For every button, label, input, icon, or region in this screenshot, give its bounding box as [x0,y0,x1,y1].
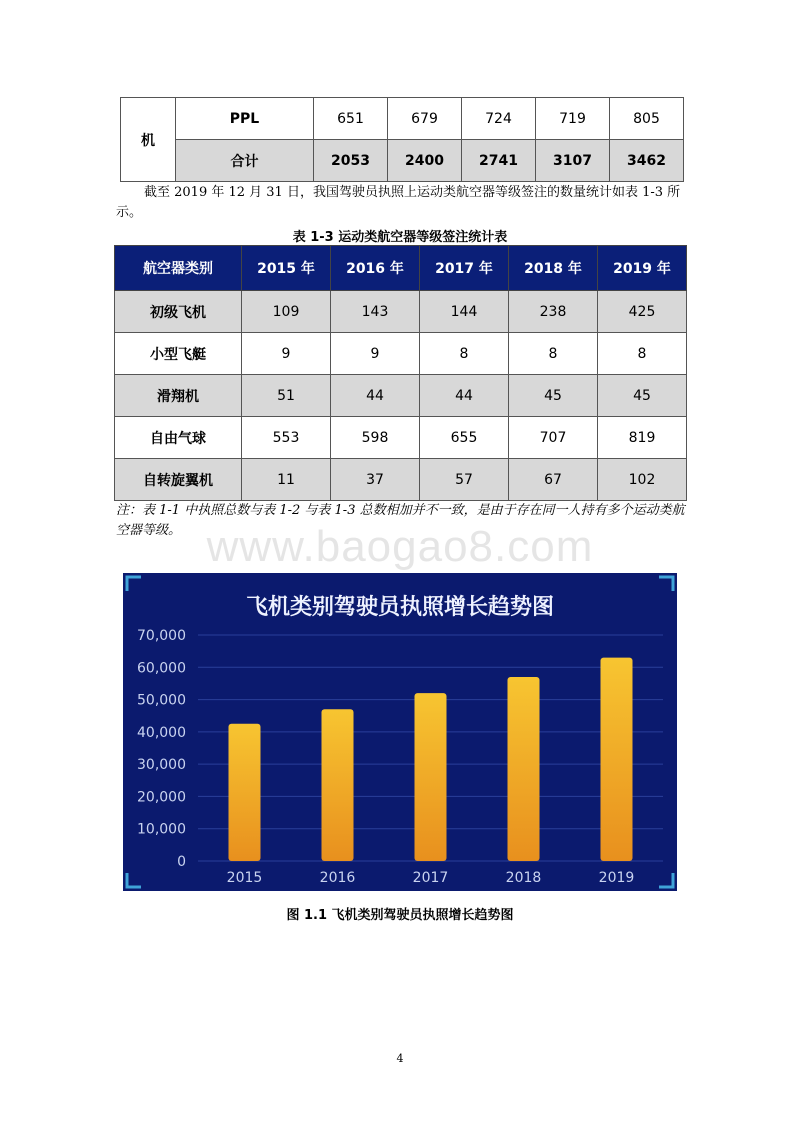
page-number: 4 [396,1052,404,1065]
row-group-label: 机 [121,98,176,182]
table-cell: 9 [331,333,420,375]
column-header: 2019 年 [598,246,687,291]
table-row [115,417,687,459]
column-header: 航空器类别 [115,246,242,291]
table-cell: 553 [242,417,331,459]
table-cell: 8 [509,333,598,375]
table-row [115,375,687,417]
table-cell: 102 [598,459,687,501]
table-row [121,140,684,182]
table-row [115,291,687,333]
table-cell: 719 [536,98,610,140]
y-tick-label: 30,000 [137,757,186,774]
y-tick-label: 10,000 [137,821,186,838]
x-tick-label: 2019 [598,870,635,886]
y-tick-label: 60,000 [137,660,186,677]
table-cell: 2053 [314,140,388,182]
table-cell: 11 [242,459,331,501]
table-cell: 724 [462,98,536,140]
table-cell: 2741 [462,140,536,182]
table-cell: 45 [509,375,598,417]
bar-2015 [229,724,261,861]
table-cell: 143 [331,291,420,333]
row-label: 合计 [176,140,314,182]
table-cell: 425 [598,291,687,333]
table-cell: 44 [331,375,420,417]
table-cell: 2400 [388,140,462,182]
y-tick-label: 0 [177,854,186,870]
table-caption: 表 1-3 运动类航空器等级签注统计表 [292,230,508,245]
table-cell: 9 [242,333,331,375]
row-label: 滑翔机 [115,375,242,417]
chart-title: 飞机类别驾驶员执照增长趋势图 [245,595,555,620]
table-note: 注：表 1-1 中执照总数与表 1-2 与表 1-3 总数相加并不一致，是由于存在同一人持有多个运动类航空器等级。 [116,503,685,538]
y-tick-label: 20,000 [137,789,186,806]
table-cell: 238 [509,291,598,333]
figure-caption: 图 1.1 飞机类别驾驶员执照增长趋势图 [286,908,514,923]
x-tick-label: 2017 [412,870,449,886]
table-cell: 44 [420,375,509,417]
bar-2018 [508,677,540,861]
table-cell: 598 [331,417,420,459]
table-cell: 651 [314,98,388,140]
watermark: www.baogao8.com [206,522,594,571]
table-row [121,98,684,140]
row-label: 自由气球 [115,417,242,459]
table-row [115,333,687,375]
table-cell: 3462 [610,140,684,182]
license-growth-bar-chart [123,573,677,891]
table-header-row [115,246,687,291]
table-cell: 37 [331,459,420,501]
y-tick-label: 40,000 [137,724,186,741]
bar-2016 [322,709,354,861]
column-header: 2015 年 [242,246,331,291]
column-header: 2018 年 [509,246,598,291]
table-cell: 57 [420,459,509,501]
table-cell: 3107 [536,140,610,182]
bar-2017 [415,693,447,861]
x-tick-label: 2018 [505,870,542,886]
y-tick-label: 50,000 [137,692,186,709]
row-label: PPL [176,98,314,140]
table-cell: 109 [242,291,331,333]
table-cell: 819 [598,417,687,459]
table-cell: 51 [242,375,331,417]
table-cell: 67 [509,459,598,501]
x-tick-label: 2015 [226,870,263,886]
table-cell: 679 [388,98,462,140]
table-cell: 45 [598,375,687,417]
row-label: 小型飞艇 [115,333,242,375]
y-tick-label: 70,000 [137,628,186,644]
row-label: 自转旋翼机 [115,459,242,501]
table-cell: 707 [509,417,598,459]
column-header: 2017 年 [420,246,509,291]
column-header: 2016 年 [331,246,420,291]
body-paragraph: 截至 2019 年 12 月 31 日，我国驾驶员执照上运动类航空器等级签注的数量统计如表 1-3 所示。 [116,185,681,220]
table-sport-aircraft [114,245,687,501]
table-cell: 144 [420,291,509,333]
x-tick-label: 2016 [319,870,356,886]
table-license-continuation [120,97,684,182]
table-cell: 805 [610,98,684,140]
bar-2019 [601,658,633,861]
table-cell: 655 [420,417,509,459]
table-cell: 8 [598,333,687,375]
table-cell: 8 [420,333,509,375]
table-row [115,459,687,501]
row-label: 初级飞机 [115,291,242,333]
